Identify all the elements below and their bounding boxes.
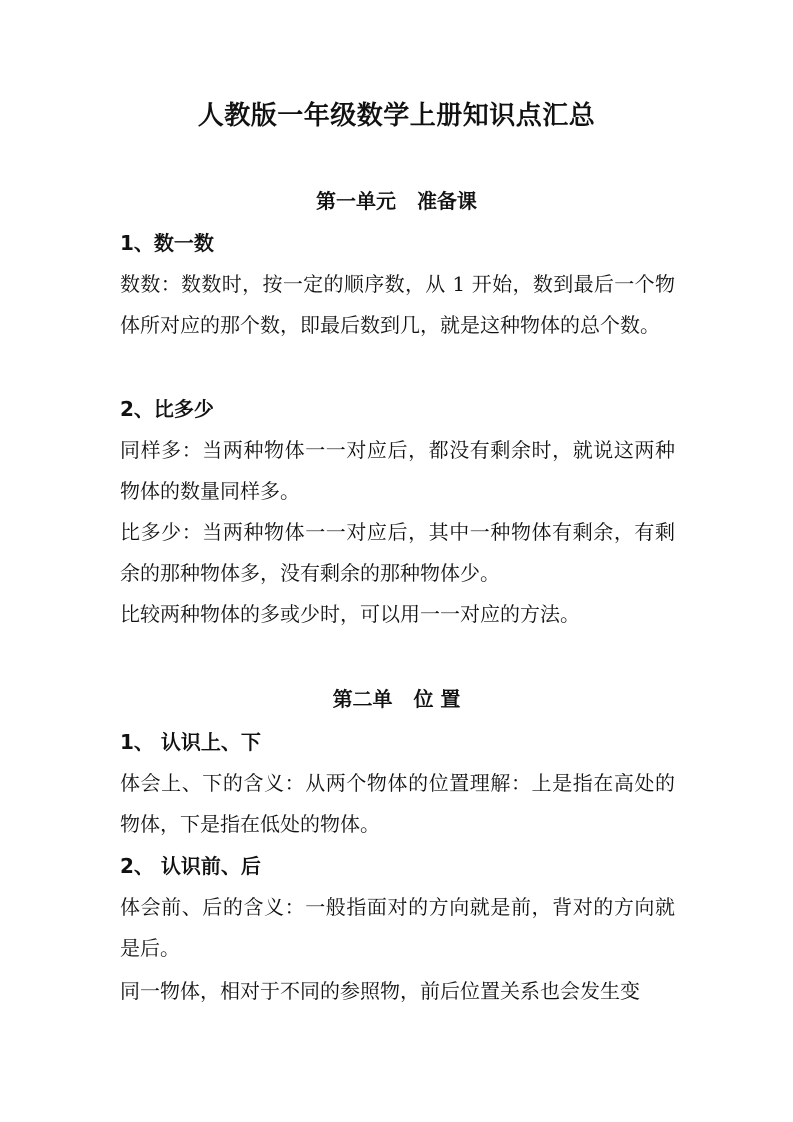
section-heading-front-back: 2、 认识前、后 — [120, 854, 261, 878]
paragraph-counting: 数数：数数时，按一定的顺序数，从 1 开始，数到最后一个物体所对应的那个数，即最后数到几，就是这种物体的总个数。 — [120, 272, 675, 337]
paragraph-more-less: 比多少：当两种物体一一对应后，其中一种物体有剩余，有剩余的那种物体多，没有剩余的那种物体少。 — [120, 520, 675, 585]
unit-heading-1-title: 准备课 — [416, 189, 477, 213]
section-heading-up-down: 1、 认识上、下 — [120, 730, 261, 754]
unit-heading-2-number: 第二单 — [332, 687, 393, 711]
paragraph-same-amount: 同样多：当两种物体一一对应后，都没有剩余时，就说这两种物体的数量同样多。 — [120, 438, 675, 503]
unit-heading-2 — [0, 684, 793, 714]
paragraph-up-down: 体会上、下的含义：从两个物体的位置理解：上是指在高处的物体，下是指在低处的物体。 — [120, 771, 675, 836]
unit-heading-2-title: 位 置 — [413, 687, 461, 711]
document-title: 人教版一年级数学上册知识点汇总 — [197, 101, 596, 131]
section-heading-compare: 2、比多少 — [120, 397, 214, 421]
paragraph-front-back: 体会前、后的含义：一般指面对的方向就是前，背对的方向就是后。 — [120, 895, 675, 960]
unit-heading-1 — [0, 186, 793, 216]
paragraph-one-to-one: 比较两种物体的多或少时，可以用一一对应的方法。 — [120, 602, 580, 626]
unit-heading-1-number: 第一单元 — [316, 189, 397, 213]
paragraph-reference-object: 同一物体，相对于不同的参照物，前后位置关系也会发生变 — [120, 979, 640, 1003]
section-heading-count: 1、数一数 — [120, 231, 214, 255]
